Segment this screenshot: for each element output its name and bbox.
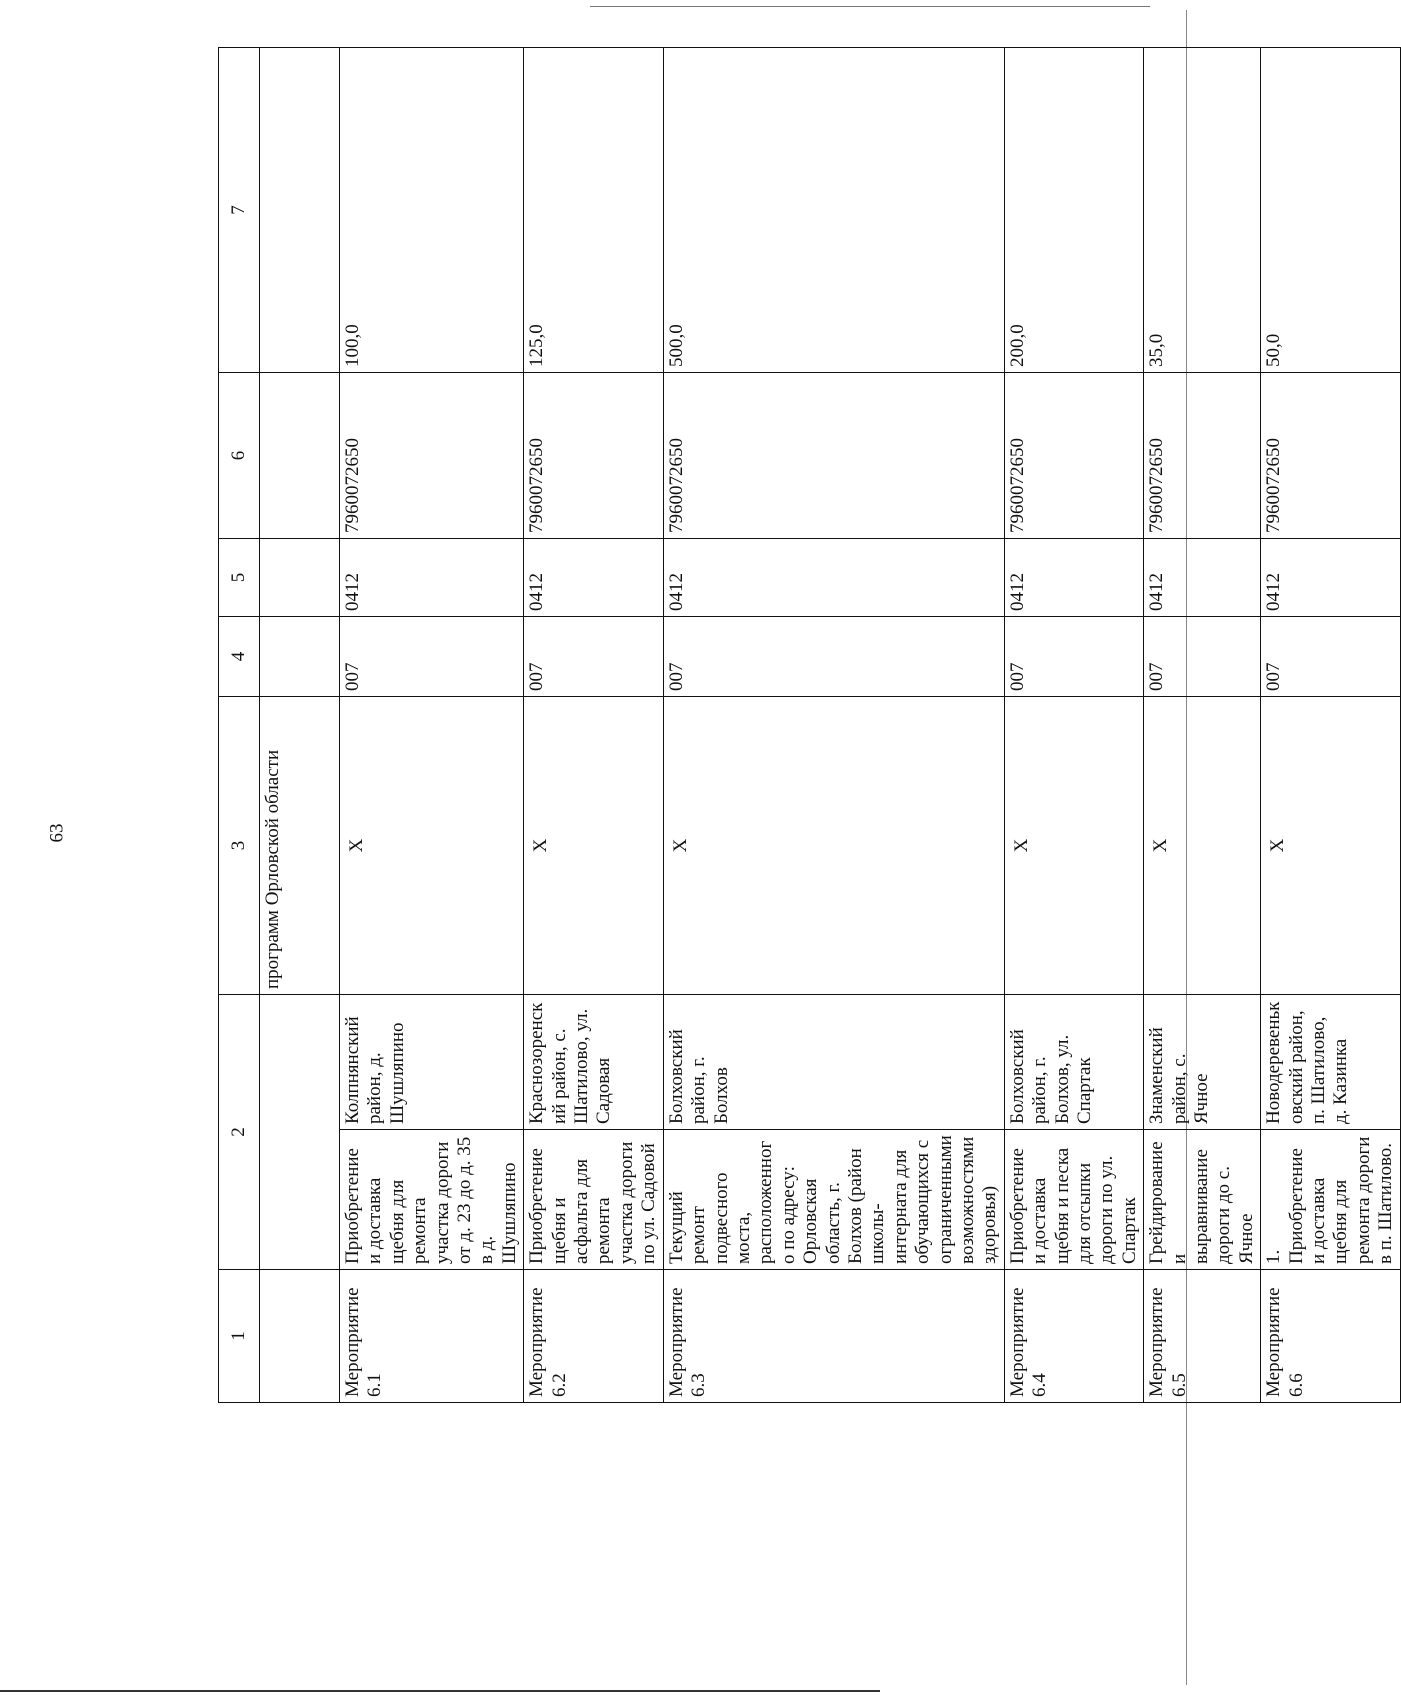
measure-description: 1. Приобретение и доставка щебня для ремонта дороги в п. Шатилово. — [1261, 1130, 1400, 1270]
header-col-3: 3 — [219, 697, 260, 995]
cell-col-4: 007 — [1004, 617, 1143, 697]
measure-id: Мероприятие 6.5 — [1144, 1270, 1261, 1403]
cell-col-3: X — [1144, 697, 1261, 995]
cell-col-4: 007 — [663, 617, 1004, 697]
table-row — [1004, 48, 1143, 1403]
cell-col-5: 0412 — [1144, 539, 1261, 617]
rotated-table-wrapper — [218, 48, 1397, 1403]
cell-col-7: 100,0 — [340, 48, 524, 373]
cont-cell-6 — [260, 373, 340, 539]
cell-col-6: 7960072650 — [1144, 373, 1261, 539]
measure-id: Мероприятие 6.4 — [1004, 1270, 1143, 1403]
cell-col-4: 007 — [340, 617, 524, 697]
measure-location: Знаменский район, с. Ячное — [1144, 995, 1261, 1130]
cont-cell-2 — [260, 995, 340, 1270]
header-row — [219, 48, 260, 1403]
cell-col-5: 0412 — [663, 539, 1004, 617]
cont-cell-4 — [260, 617, 340, 697]
measure-id: Мероприятие 6.1 — [340, 1270, 524, 1403]
measure-description: Приобретение щебня и асфальта для ремонта участка дороги по ул. Садовой — [524, 1130, 663, 1270]
cell-col-7: 500,0 — [663, 48, 1004, 373]
cont-cell-7 — [260, 48, 340, 373]
cell-col-3: X — [1004, 697, 1143, 995]
header-col-2: 2 — [219, 995, 260, 1270]
cell-col-3: X — [1261, 697, 1400, 995]
header-col-1: 1 — [219, 1270, 260, 1403]
cell-col-5: 0412 — [524, 539, 663, 617]
measure-id: Мероприятие 6.3 — [663, 1270, 1004, 1403]
table-row — [1144, 48, 1261, 1403]
cell-col-4: 007 — [1261, 617, 1400, 697]
cell-col-3: X — [663, 697, 1004, 995]
scan-edge-bottom — [0, 1690, 880, 1692]
header-col-4: 4 — [219, 617, 260, 697]
scan-edge-top — [590, 6, 1150, 7]
cell-col-6: 7960072650 — [340, 373, 524, 539]
cell-col-5: 0412 — [340, 539, 524, 617]
cell-col-7: 35,0 — [1144, 48, 1261, 373]
cell-col-6: 7960072650 — [663, 373, 1004, 539]
page-number: 63 — [46, 823, 68, 843]
cell-col-4: 007 — [524, 617, 663, 697]
table-row — [524, 48, 663, 1403]
measure-location: Краснозоренский район, с. Шатилово, ул. Садовая — [524, 995, 663, 1130]
header-col-5: 5 — [219, 539, 260, 617]
table-row — [340, 48, 524, 1403]
continuation-row — [260, 48, 340, 1403]
header-col-7: 7 — [219, 48, 260, 373]
cell-col-7: 125,0 — [524, 48, 663, 373]
cell-col-3: X — [340, 697, 524, 995]
cell-col-4: 007 — [1144, 617, 1261, 697]
table-row — [1261, 48, 1400, 1403]
cell-col-6: 7960072650 — [1004, 373, 1143, 539]
cont-cell-1 — [260, 1270, 340, 1403]
measure-description: Грейдирование и выравнивание дороги до с. Ячное — [1144, 1130, 1261, 1270]
cell-col-6: 7960072650 — [524, 373, 663, 539]
measure-description: Приобретение и доставка щебня и песка для отсыпки дороги по ул. Спартак — [1004, 1130, 1143, 1270]
measure-location: Новодеревеньковский район, п. Шатилово, д. Казинка — [1261, 995, 1400, 1130]
measure-location: Болховский район, г. Болхов, ул. Спартак — [1004, 995, 1143, 1130]
cell-col-6: 7960072650 — [1261, 373, 1400, 539]
cont-cell-5 — [260, 539, 340, 617]
measure-id: Мероприятие 6.6 — [1261, 1270, 1400, 1403]
cont-cell-3: программ Орловской области — [260, 697, 340, 995]
cell-col-7: 200,0 — [1004, 48, 1143, 373]
measure-description: Текущий ремонт подвесного моста, расположенного по адресу: Орловская область, г. Болхов (район школы-интерната для обучающихся с ограниченными возможностями здоровья) — [663, 1130, 1004, 1270]
cell-col-7: 50,0 — [1261, 48, 1400, 373]
measure-description: Приобретение и доставка щебня для ремонта участка дороги от д. 23 до д. 35 в д. Шушляпино — [340, 1130, 524, 1270]
table-row — [663, 48, 1004, 1403]
cell-col-5: 0412 — [1261, 539, 1400, 617]
header-col-6: 6 — [219, 373, 260, 539]
cell-col-5: 0412 — [1004, 539, 1143, 617]
measure-location: Болховский район, г. Болхов — [663, 995, 1004, 1130]
cell-col-3: X — [524, 697, 663, 995]
measure-location: Колпнянский район, д. Шушляпино — [340, 995, 524, 1130]
measures-table — [218, 47, 1401, 1403]
measure-id: Мероприятие 6.2 — [524, 1270, 663, 1403]
